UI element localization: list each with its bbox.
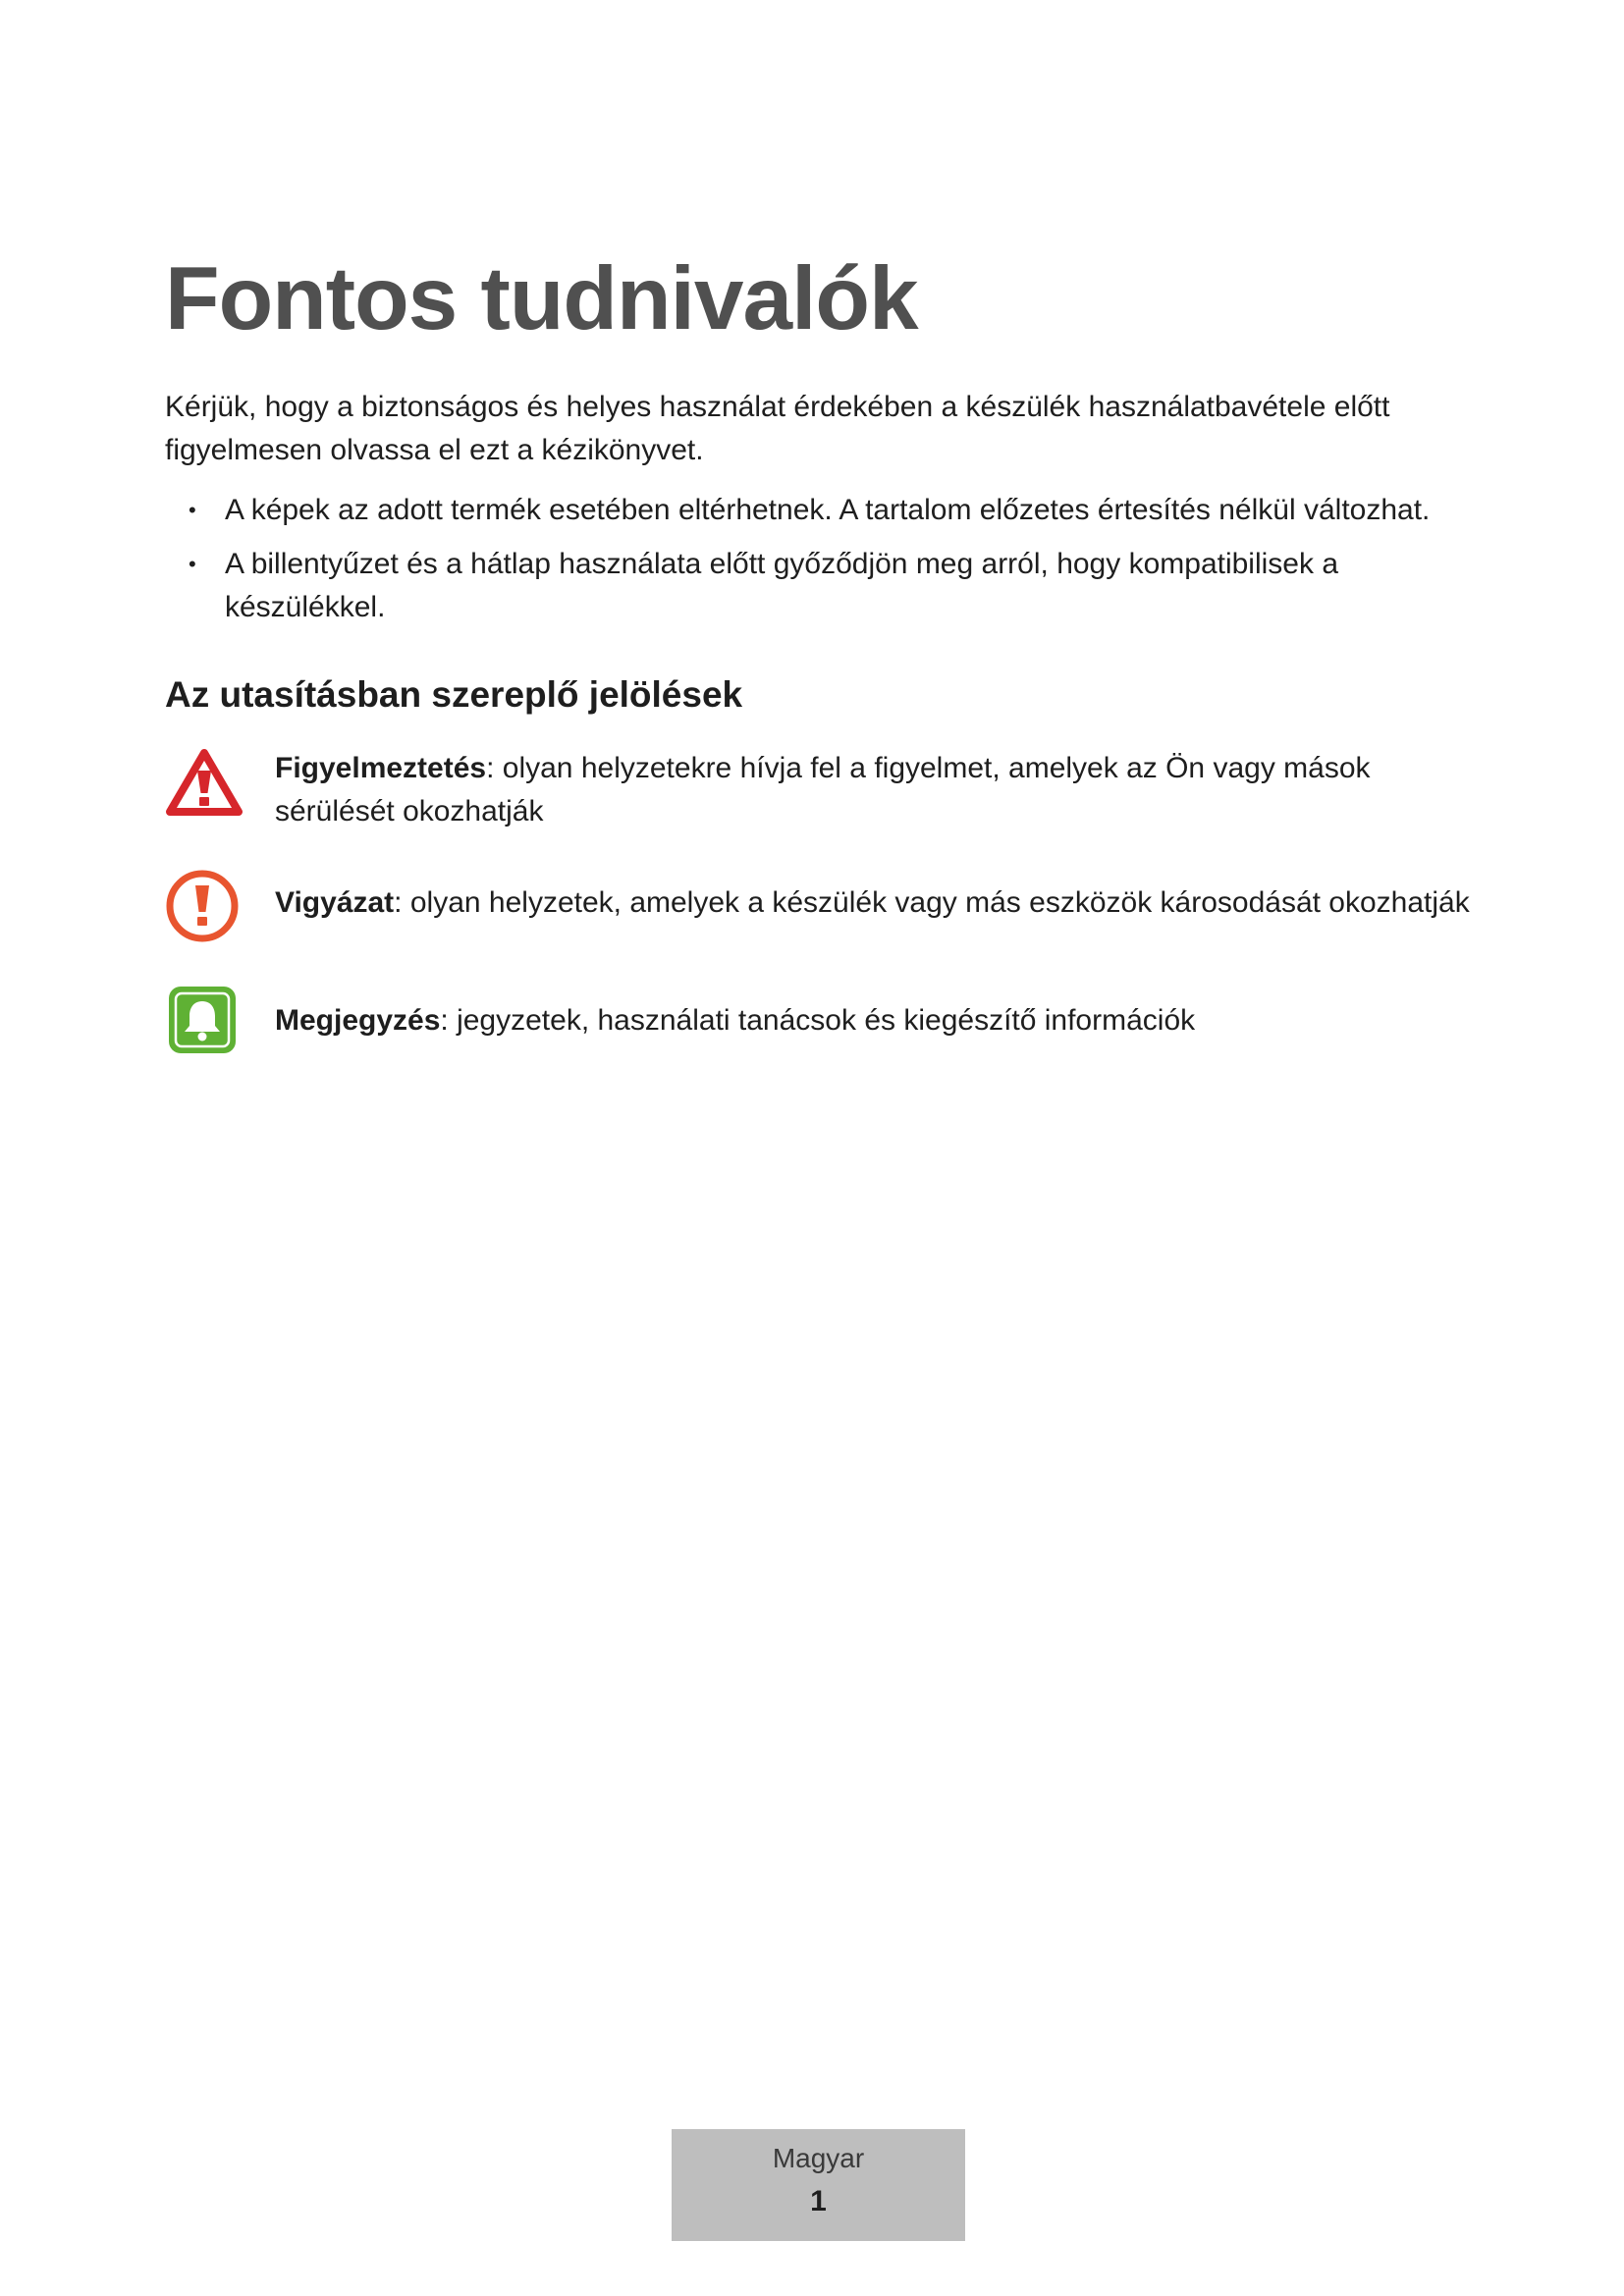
bullet-list	[165, 489, 1481, 640]
list-item	[165, 489, 1481, 532]
warning-triangle-icon	[165, 747, 244, 823]
notice-text	[275, 747, 1483, 833]
section-heading: Az utasításban szereplő jelölések	[165, 674, 743, 715]
caution-circle-icon	[165, 869, 240, 948]
notice-separator: :	[486, 752, 495, 784]
notice-separator: :	[440, 1004, 449, 1037]
bullet-marker: •	[189, 552, 196, 576]
bullet-text: A billentyűzet és a hátlap használata előtt győződjön meg arról, hogy kompatibilisek a készülékkel.	[225, 548, 1339, 623]
notice-term: Megjegyzés	[275, 1004, 441, 1037]
note-bell-icon	[165, 983, 240, 1062]
notice-term: Vigyázat	[275, 886, 395, 919]
page-number: 1	[810, 2185, 827, 2217]
notice-term: Figyelmeztetés	[275, 752, 487, 784]
notice-text	[275, 999, 1483, 1042]
bullet-marker: •	[189, 498, 196, 522]
notice-description: olyan helyzetek, amelyek a készülék vagy más eszközök károsodását okozhatják	[402, 886, 1470, 919]
footer-language: Magyar	[772, 2143, 865, 2173]
intro-paragraph: Kérjük, hogy a biztonságos és helyes használat érdekében a készülék használatbavétele előtt figyelmesen olvassa el ezt a kézikönyvet.	[165, 391, 1390, 466]
bullet-text: A képek az adott termék esetében eltérhetnek. A tartalom előzetes értesítés nélkül változhat.	[225, 494, 1431, 526]
notice-separator: :	[394, 886, 403, 919]
footer-page-tab	[672, 2129, 965, 2241]
notice-description: olyan helyzetekre hívja fel a figyelmet, amelyek az Ön vagy mások sérülését okozhatják	[275, 752, 1371, 828]
notice-description: jegyzetek, használati tanácsok és kiegészítő információk	[448, 1004, 1196, 1037]
page-title: Fontos tudnivalók	[165, 249, 918, 348]
notice-text	[275, 881, 1483, 925]
list-item	[165, 543, 1481, 629]
